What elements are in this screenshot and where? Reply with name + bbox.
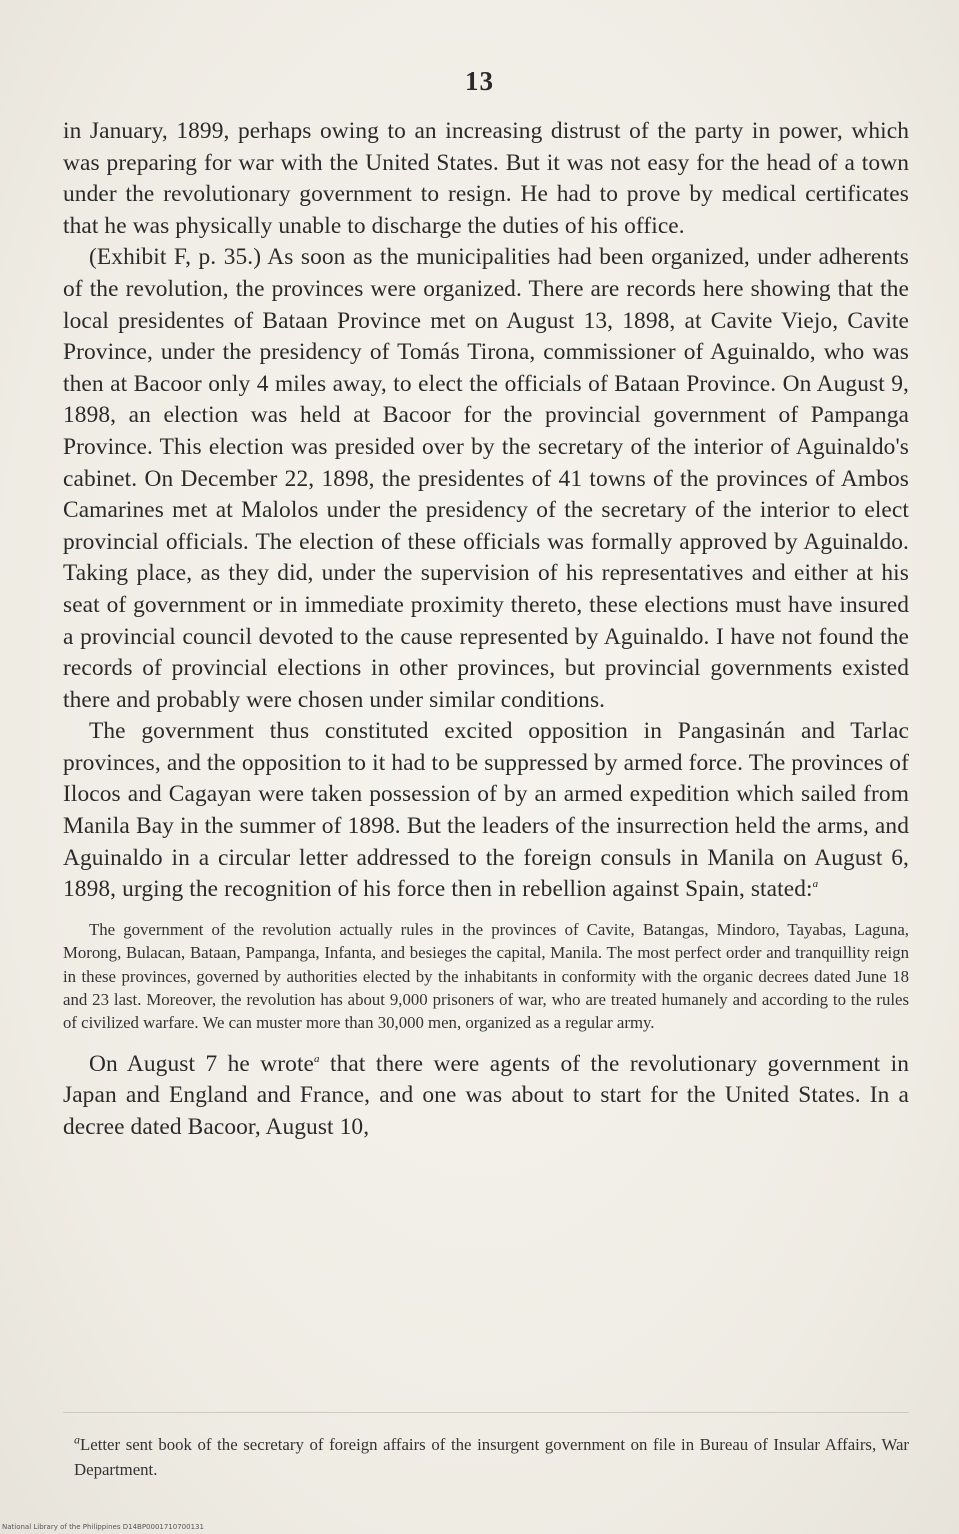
footnote-text: Letter sent book of the secretary of foreign affairs of the insurgent government on file in Bureau of Insular Affairs, War Department. xyxy=(74,1435,909,1479)
footnote xyxy=(74,1432,909,1482)
body-text xyxy=(63,116,909,1144)
footnote-reference: a xyxy=(812,878,819,891)
footnote-divider xyxy=(63,1412,909,1413)
paragraph-continuation: in January, 1899, perhaps owing to an increasing distrust of the party in power, which was preparing for war with the United States. But it was not easy for the head of a town under the revolutionary government to resign. He had to prove by medical certificates that he was physically unable to discharge the duties of his office. xyxy=(63,118,909,239)
page-number: 13 xyxy=(465,66,494,96)
footnote-mark: a xyxy=(74,1432,80,1447)
paragraph-closing xyxy=(63,1049,909,1144)
block-quote: The government of the revolution actually rules in the provinces of Cavite, Batangas, Mindoro, Tayabas, Laguna, Morong, Bulacan, Bataan, Pampanga, Infanta, and besieges the capital, Manila. The most perfect order and tranquillity reign in these provinces, governed by authorities elected by the inhabitants in conformity with the organic decrees dated June 18 and 23 last. Moreover, the revolution has about 9,000 prisoners of war, who are treated humanely and according to the rules of civilized warfare. We can muster more than 30,000 men, organized as a regular army. xyxy=(63,919,909,1033)
paragraph-closing-start: On August 7 he wrote xyxy=(89,1050,315,1077)
paragraph-opposition xyxy=(63,716,909,906)
paragraph-opposition-text: The government thus constituted excited opposition in Pangasinán and Tarlac provinces, and the opposition to it had to be suppressed by armed force. The provinces of Ilocos and Cagayan were taken possession of by an armed expedition which sailed from Manila Bay in the summer of 1898. But the leaders of the insurrection held the arms, and Aguinaldo in a circular letter addressed to the foreign consuls in Manila on August 6, 1898, urging the recognition of his force then in rebellion against Spain, stated: xyxy=(63,718,909,903)
paragraph-provincial-organization: (Exhibit F, p. 35.) As soon as the municipalities had been organized, under adherents of the revolution, the provinces were organized. There are records here showing that the local presidentes of Bataan Province met on August 13, 1898, at Cavite Viejo, Cavite Province, under the presidency of Tomás Tirona, commissioner of Aguinaldo, who was then at Bacoor only 4 miles away, to elect the officials of Bataan Province. On August 9, 1898, an election was held at Bacoor for the provincial government of Pampanga Province. This election was presided over by the secretary of the interior of Aguinaldo's cabinet. On December 22, 1898, the presidentes of 41 towns of the provinces of Ambos Camarines met at Malolos under the presidency of the secretary of the interior to elect provincial officials. The election of these officials was formally approved by Aguinaldo. Taking place, as they did, under the supervision of his representatives and either at his seat of government or in immediate proximity thereto, these elections must have insured a provincial council devoted to the cause represented by Aguinaldo. I have not found the records of provincial elections in other provinces, but provincial governments existed there and probably were chosen under similar conditions. xyxy=(63,244,909,713)
library-stamp: National Library of the Philippines D14BP0001710700131 xyxy=(2,1523,204,1531)
footnote-reference: a xyxy=(314,1053,320,1066)
paragraph-closing-rest: that there were agents of the revolutionary government in Japan and England and France, and one was about to start for the United States. In a decree dated Bacoor, August 10, xyxy=(63,1050,910,1141)
